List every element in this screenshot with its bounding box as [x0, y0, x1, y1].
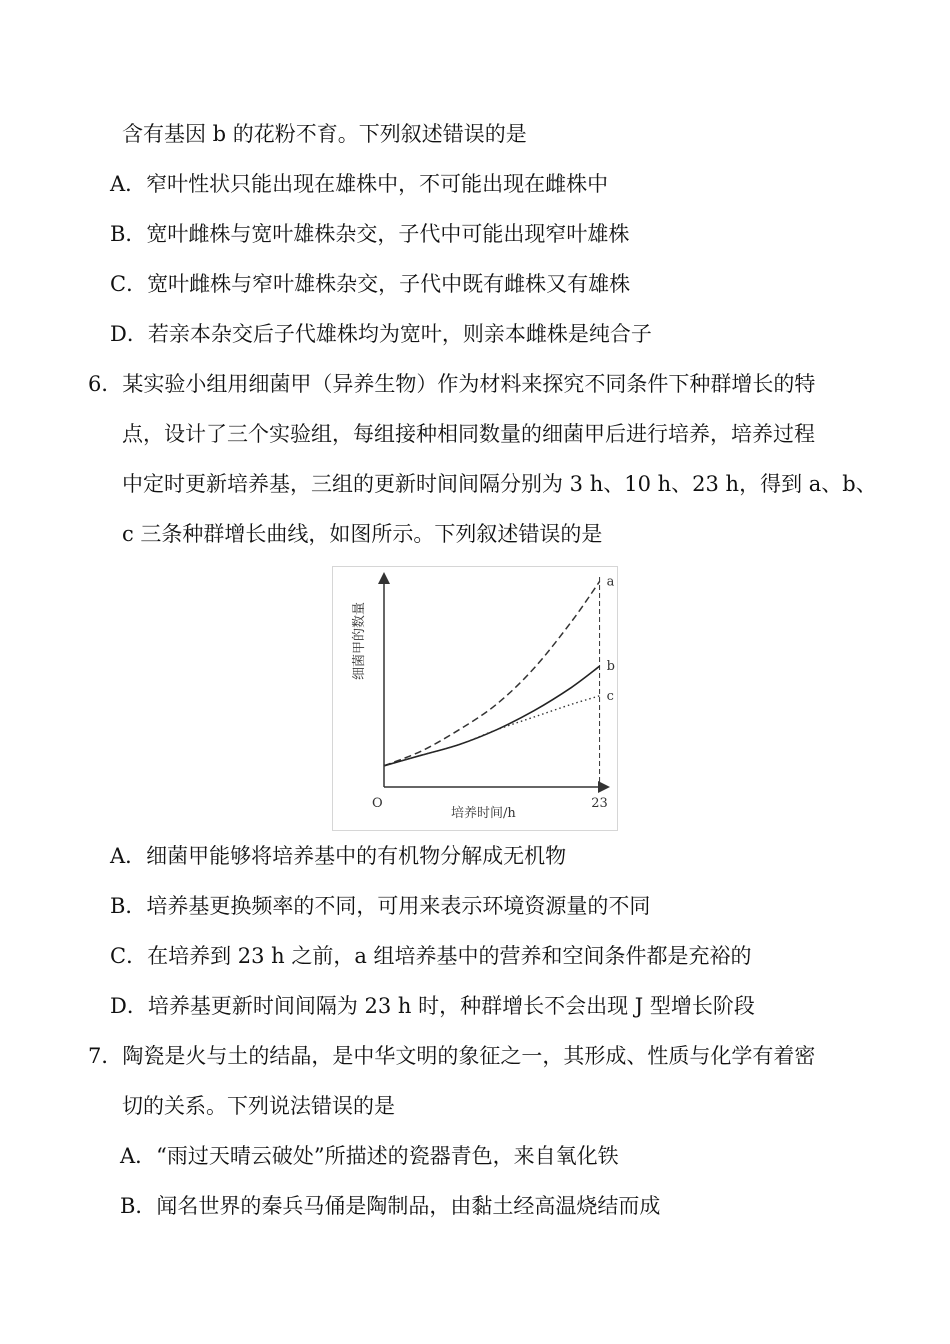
series-a-label: a	[606, 574, 615, 590]
q5-option-b: B．宽叶雌株与宽叶雄株杂交，子代中可能出现窄叶雄株	[110, 222, 630, 246]
q5-option-a: A．窄叶性状只能出现在雄株中，不可能出现在雌株中	[110, 172, 609, 196]
q6-stem-line-1: 6．某实验小组用细菌甲（异养生物）作为材料来探究不同条件下种群增长的特	[88, 372, 816, 396]
q6-stem-line-4: c 三条种群增长曲线，如图所示。下列叙述错误的是	[122, 522, 603, 546]
x-tick-label-23: 23	[591, 796, 608, 811]
q6-option-c: C．在培养到 23 h 之前，a 组培养基中的营养和空间条件都是充裕的	[110, 944, 752, 968]
x-axis-title: 培养时间/h	[451, 806, 516, 821]
series-c-line	[384, 696, 600, 766]
q6-option-b: B．培养基更换频率的不同，可用来表示环境资源量的不同	[110, 894, 651, 918]
series-a-line	[384, 581, 600, 765]
q6-option-d: D．培养基更新时间间隔为 23 h 时，种群增长不会出现 J 型增长阶段	[110, 994, 755, 1018]
q5-option-d: D．若亲本杂交后子代雄株均为宽叶，则亲本雌株是纯合子	[110, 322, 652, 346]
q7-stem-line-1: 7．陶瓷是火与土的结晶，是中华文明的象征之一，其形成、性质与化学有着密	[88, 1044, 816, 1068]
series-b-line	[384, 666, 600, 766]
q6-stem-line-3: 中定时更新培养基，三组的更新时间间隔分别为 3 h、10 h、23 h，得到 a、b、	[122, 472, 877, 496]
series-c-label: c	[606, 688, 614, 704]
q7-option-a: A．“雨过天晴云破处”所描述的瓷器青色，来自氧化铁	[120, 1144, 619, 1168]
q5-stem-tail: 含有基因 b 的花粉不育。下列叙述错误的是	[122, 122, 527, 146]
growth-curve-chart	[333, 567, 617, 830]
y-axis-title: 细菌甲的数量	[352, 601, 367, 681]
q6-stem-line-2: 点，设计了三个实验组，每组接种相同数量的细菌甲后进行培养，培养过程	[122, 422, 815, 446]
q7-stem-line-2: 切的关系。下列说法错误的是	[122, 1094, 395, 1118]
series-b-label: b	[606, 659, 615, 675]
growth-curve-figure	[332, 566, 618, 831]
q7-option-b: B．闻名世界的秦兵马俑是陶制品，由黏土经高温烧结而成	[120, 1194, 661, 1218]
q5-option-c: C．宽叶雌株与窄叶雄株杂交，子代中既有雌株又有雄株	[110, 272, 631, 296]
origin-label: O	[372, 796, 383, 811]
q6-option-a: A．细菌甲能够将培养基中的有机物分解成无机物	[110, 844, 567, 868]
